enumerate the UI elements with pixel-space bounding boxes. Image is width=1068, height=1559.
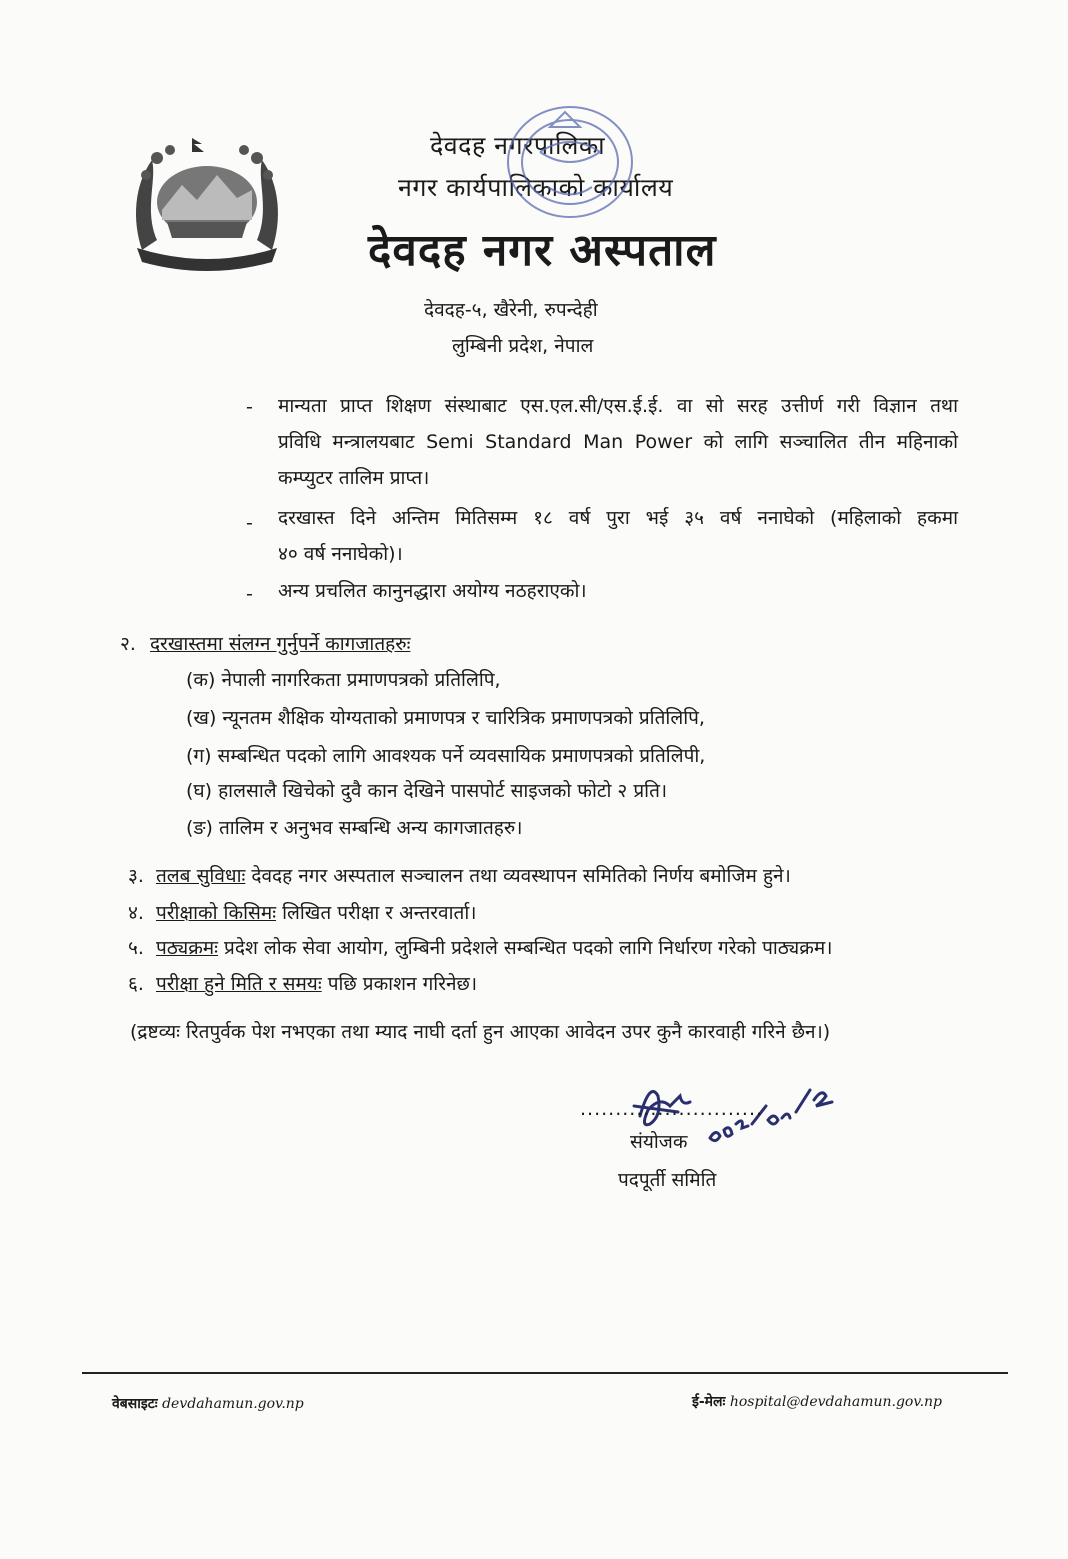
section-4-number: ४. xyxy=(128,902,144,924)
section-3-label: तलब सुविधाः xyxy=(155,865,246,887)
document-item: (ङ) तालिम र अनुभव सम्बन्धि अन्य कागजातहरु। xyxy=(186,817,523,839)
section-6-number: ६. xyxy=(128,973,144,995)
website-link[interactable]: devdahamun.gov.np xyxy=(162,1396,304,1412)
bullet-dash: - xyxy=(246,396,253,418)
qualification-2-line-1: दरखास्त दिने अन्तिम मितिसम्म १८ वर्ष पुरा भई ३५ वर्ष ननाघेको (महिलाको हकमा xyxy=(278,507,958,529)
section-5 xyxy=(128,934,832,960)
address-line-1: देवदह-५, खैरेनी, रुपन्देही xyxy=(424,299,598,321)
section-6 xyxy=(128,970,477,996)
document-item: (घ) हालसालै खिचेको दुवै कान देखिने पासपोर्ट साइजको फोटो २ प्रति। xyxy=(186,780,668,802)
qualification-2-line-2: ४० वर्ष ननाघेको)। xyxy=(278,543,403,565)
footer-website xyxy=(112,1394,304,1413)
committee-name: पदपूर्ती समिति xyxy=(618,1169,717,1191)
section-3-number: ३. xyxy=(128,865,144,887)
qualification-3 xyxy=(278,573,958,609)
footer-divider xyxy=(82,1372,1008,1374)
municipality-name: देवदह नगरपालिका xyxy=(430,131,606,160)
section-5-number: ५. xyxy=(128,937,144,959)
qualification-1-line-3: कम्प्युटर तालिम प्राप्त। xyxy=(278,467,430,489)
section-3 xyxy=(128,862,791,888)
document-item: (क) नेपाली नागरिकता प्रमाणपत्रको प्रतिलिपि, xyxy=(186,669,501,691)
address-line-2: लुम्बिनी प्रदेश, नेपाल xyxy=(452,335,594,357)
office-name: नगर कार्यपालिकाको कार्यालय xyxy=(398,173,674,202)
section-2-heading xyxy=(120,630,410,656)
section-6-label: परीक्षा हुने मिति र समयः xyxy=(155,973,322,995)
nepal-emblem-icon xyxy=(122,130,292,276)
qualification-1-line-1: मान्यता प्राप्त शिक्षण संस्थाबाट एस.एल.सी/एस.ई.ई. वा सो सरह उत्तीर्ण गरी विज्ञान तथा xyxy=(278,395,958,417)
section-4 xyxy=(128,899,477,925)
signatory-role: संयोजक xyxy=(630,1131,688,1153)
website-label: वेबसाइटः xyxy=(112,1396,158,1412)
email-label: ई-मेलः xyxy=(692,1394,726,1410)
document-item: (ग) सम्बन्धित पदको लागि आवश्यक पर्ने व्यवसायिक प्रमाणपत्रको प्रतिलिपी, xyxy=(186,745,706,767)
footer-email xyxy=(692,1392,942,1411)
section-6-text: पछि प्रकाशन गरिनेछ। xyxy=(321,973,478,995)
hospital-title: देवदह नगर अस्पताल xyxy=(368,225,717,276)
section-2-number: २. xyxy=(120,633,136,655)
email-link[interactable]: hospital@devdahamun.gov.np xyxy=(729,1394,943,1410)
qualification-3-line-1: अन्य प्रचलित कानुनद्धारा अयोग्य नठहराएको। xyxy=(278,580,587,602)
bullet-dash: - xyxy=(246,512,253,534)
section-3-text: देवदह नगर अस्पताल सञ्चालन तथा व्यवस्थापन समितिको निर्णय बमोजिम हुने। xyxy=(245,865,791,887)
bullet-dash: - xyxy=(246,583,253,605)
section-4-text: लिखित परीक्षा र अन्तरवार्ता। xyxy=(276,902,477,924)
signature-line: .......................... xyxy=(580,1098,764,1120)
section-4-label: परीक्षाको किसिमः xyxy=(155,902,277,924)
qualification-1-line-2: प्रविधि मन्त्रालयबाट Semi Standard Man Power को लागि सञ्चालित तीन महिनाको xyxy=(278,431,958,453)
section-2-title: दरखास्तमा संलग्न गुर्नुपर्ने कागजातहरुः xyxy=(149,633,411,655)
qualification-2 xyxy=(278,500,958,572)
office-stamp-icon xyxy=(480,92,636,232)
document-item: (ख) न्यूनतम शैक्षिक योग्यताको प्रमाणपत्र र चारित्रिक प्रमाणपत्रको प्रतिलिपि, xyxy=(186,707,705,729)
section-5-text: प्रदेश लोक सेवा आयोग, लुम्बिनी प्रदेशले सम्बन्धित पदको लागि निर्धारण गरेको पाठ्यक्रम। xyxy=(218,937,833,959)
section-5-label: पठ्यक्रमः xyxy=(155,937,219,959)
note: (द्रष्टव्यः रितपुर्वक पेश नभएका तथा म्याद नाघी दर्ता हुन आएका आवेदन उपर कुनै कारवाही गरिने छैन।) xyxy=(130,1021,831,1043)
qualification-1 xyxy=(278,388,958,496)
